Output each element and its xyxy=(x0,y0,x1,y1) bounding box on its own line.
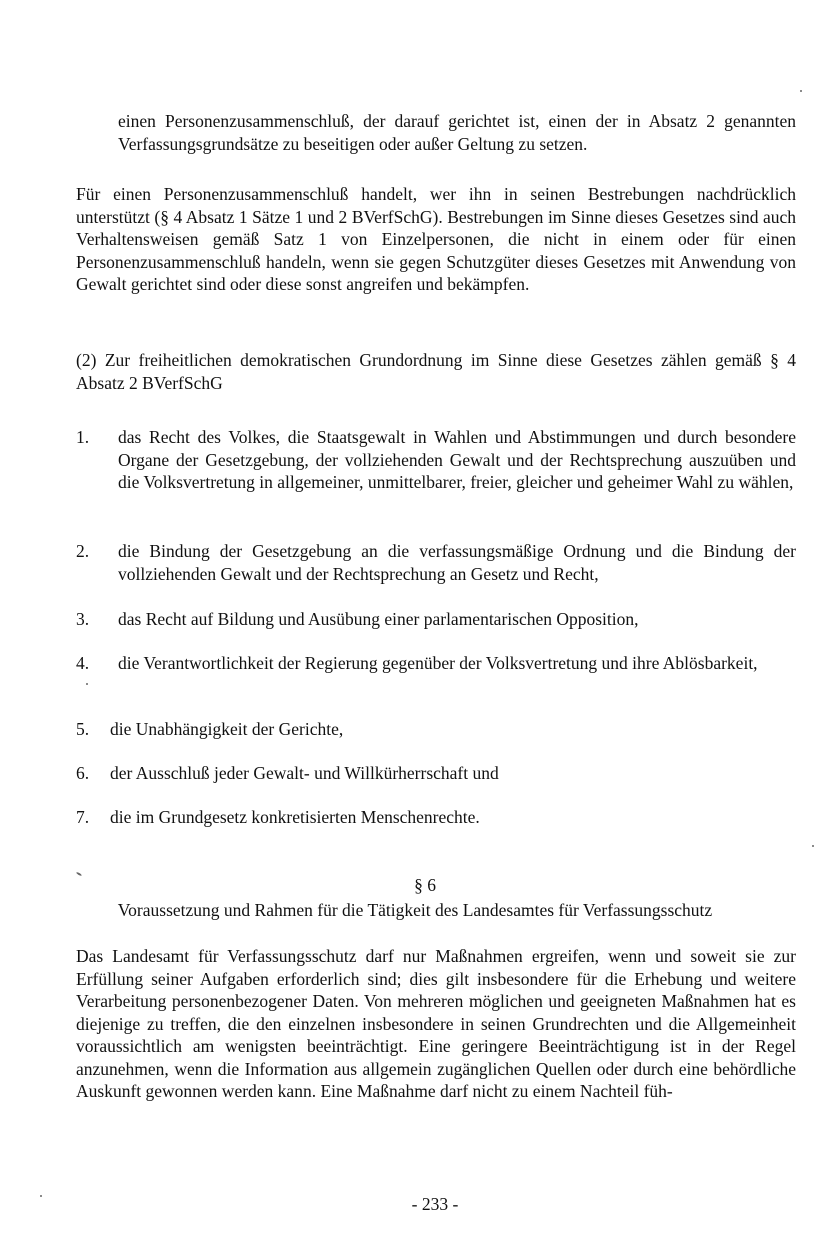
scan-speck xyxy=(800,90,802,92)
paragraph-landesamt: Das Landesamt für Verfassungsschutz darf nur Maßnahmen ergreifen, wenn und soweit sie zur Erfüllung seiner Aufgaben erforderlich sind; dies gilt insbesondere für die Erhebung und weitere Verarbeitung personenbezogener Daten. Von mehreren möglichen und geeigneten Maßnahmen hat es diejenige zu treffen, die den einzelnen insbesondere in seinen Grundrechten und die Allgemeinheit voraussichtlich am wenigsten beeinträchtigt. Eine geringere Beeinträchtigung ist in der Regel anzunehmen, wenn die Information aus allgemein zugänglichen Quellen oder durch eine behördliche Auskunft gewonnen werden kann. Eine Maßnahme darf nicht zu einem Nachteil füh- xyxy=(76,946,796,1101)
scan-speck xyxy=(86,683,88,685)
list-item: die im Grundgesetz konkretisierten Menschenrechte. xyxy=(110,807,480,827)
list-item: der Ausschluß jeder Gewalt- und Willkürherrschaft und xyxy=(110,763,499,783)
list-item-number: 3. xyxy=(76,609,90,629)
scan-speck xyxy=(40,1195,42,1197)
paragraph-absatz-2: (2) Zur freiheitlichen demokratischen Grundordnung im Sinne diese Gesetzes zählen gemäß § 4 Absatz 2 BVerfSchG xyxy=(76,350,796,393)
paragraph-personenzusammenschluss: Für einen Personenzusammenschluß handelt, wer ihn in seinen Bestrebungen nachdrücklich unterstützt (§ 4 Absatz 1 Sätze 1 und 2 BVerfSchG). Bestrebungen im Sinne dieses Gesetzes sind auch Verhaltensweisen gemäß Satz 1 von Einzelpersonen, die nicht in einem oder für einen Personenzusammenschluß handeln, wenn sie gegen Schutzgüter dieses Gesetzes mit Anwendung von Gewalt gerichtet sind oder diese sonst angreifen und bekämpfen. xyxy=(76,184,796,294)
section-title: Voraussetzung und Rahmen für die Tätigkeit des Landesamtes für Verfassungsschutz xyxy=(117,900,713,920)
list-item: das Recht des Volkes, die Staatsgewalt in Wahlen und Abstimmungen und durch besondere Organe der Gesetzgebung, der vollziehenden Gewalt und der Rechtsprechung auszuüben und die Volksvertretung in allgemeiner, unmittelbarer, freier, gleicher und geheimer Wahl zu wählen, xyxy=(118,427,796,492)
list-item-number: 2. xyxy=(76,541,90,561)
list-item-number: 5. xyxy=(76,719,90,739)
list-item-number: 6. xyxy=(76,763,90,783)
continuation-paragraph: einen Personenzusammenschluß, der darauf gerichtet ist, einen der in Absatz 2 genannten Verfassungsgrundsätze zu beseitigen oder außer Geltung zu setzen. xyxy=(118,111,796,154)
list-item: die Bindung der Gesetzgebung an die verfassungsmäßige Ordnung und die Bindung der vollziehenden Gewalt und der Rechtsprechung an Gesetz und Recht, xyxy=(118,541,796,584)
list-item: die Verantwortlichkeit der Regierung gegenüber der Volksvertretung und ihre Ablösbarkeit, xyxy=(118,653,758,673)
list-item-number: 4. xyxy=(76,653,90,673)
scan-speck xyxy=(812,845,814,847)
list-item-number: 1. xyxy=(76,427,90,447)
section-number: § 6 xyxy=(414,875,436,895)
list-item: das Recht auf Bildung und Ausübung einer parlamentarischen Opposition, xyxy=(118,609,639,629)
list-item: die Unabhängigkeit der Gerichte, xyxy=(110,719,344,739)
page-number: - 233 - xyxy=(411,1194,459,1214)
list-item-number: 7. xyxy=(76,807,90,827)
